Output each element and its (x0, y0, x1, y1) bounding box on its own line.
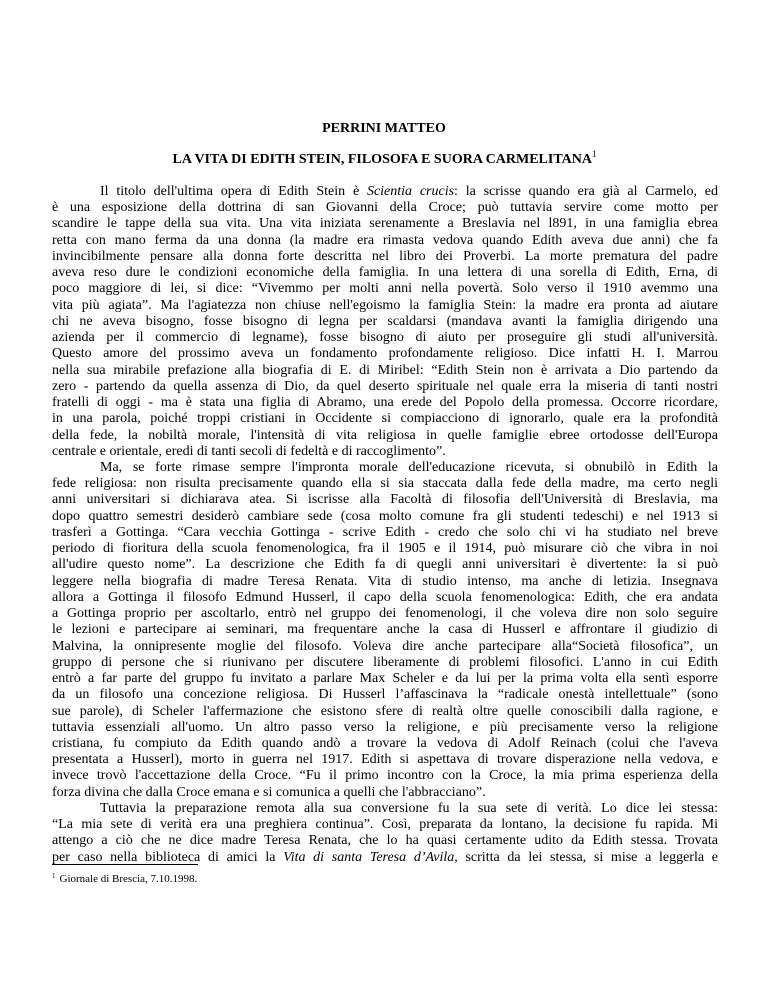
text-line: entrò a far parte del gruppo fu invitato a parlare Max Scheler e da lui per la prima volta ella sentì esporre (52, 671, 718, 687)
text-line: Ma, se forte rimase sempre l'impronta morale dell'educazione ricevuta, si obnubilò in Edith la (100, 459, 718, 475)
italic-title: Vita di santa Teresa d’Avila (283, 849, 455, 865)
text-line: azienda per il commercio di legname), fosse bisogno di aiuto per proseguire gli studi all'università. (52, 330, 718, 346)
text-line: Malvina, la onnipresente moglie del filosofo. Voleva dire anche partecipare alla“Società filosofica”, un (52, 638, 718, 654)
author-name: PERRINI MATTEO (322, 121, 446, 136)
text-line: della fede, la nobiltà morale, l'intensità di vita religiosa in quelle famiglie ebree ortodosse dell'Europa (52, 427, 718, 443)
text-line: dopo quattro semestri desiderò cambiare sede (cosa molto comune fra gli studenti tedeschi) e nel 1913 si (52, 508, 718, 524)
text-line: da un filosofo una concezione religiosa. Di Husserl l’affascinava la “radicale onestà intellettuale” (sono (52, 687, 718, 703)
text-line: gruppo di persone che si riunivano per discutere liberamente di problemi filosofici. L'anno in cui Edith (52, 654, 718, 670)
article-body (52, 184, 718, 866)
text-line: scandire le tappe della sua vita. Una vita iniziata serenamente a Breslavia nel l891, in una famiglia ebrea (52, 216, 718, 232)
text-line: nella sua mirabile prefazione alla biografia di E. di Miribel: “Edith Stein non è arrivata a Dio partendo da (52, 362, 718, 378)
text-line: invincibilmente pensare alla donna forte descritta nel libro dei Proverbi. La morte prematura del padre (52, 248, 718, 264)
footnote-separator (52, 864, 198, 865)
text-line: retta con mano ferma da una donna (la madre era rimasta vedova quando Edith aveva due anni) che fa (52, 232, 718, 248)
title-text: LA VITA DI EDITH STEIN, FILOSOFA E SUORA CARMELITANA (172, 152, 592, 167)
text-line: leggere nella biografia di madre Teresa Renata. Vita di studio intenso, ma anche di letizia. Insegnava (52, 573, 718, 589)
text-line: poco maggiore di lei, si dice: “Vivemmo per molti anni nella povertà. Solo verso il 1910 avemmo una (52, 281, 718, 297)
text-line: a Gottinga proprio per ascoltarlo, entrò nel gruppo dei fenomenologi, il che voleva dire non solo seguire (52, 606, 718, 622)
text-segment: Il titolo dell'ultima opera di Edith Stein è (100, 184, 367, 199)
footnote-text: Giornale di Brescia, 7.10.1998. (59, 873, 198, 885)
article-title (52, 149, 717, 168)
text-line: in una parola, poiché troppi cristiani in Occidente si compiacciono di ignorarlo, quale era la profondità (52, 411, 718, 427)
text-line: tuttavia essenziali all'uomo. Un altro passo verso la religione, e più precisamente verso la religione (52, 719, 718, 735)
paragraph (52, 184, 718, 460)
text-line: attengo a ciò che ne dice madre Teresa Renata, che lo ha quasi certamente udito da Edith stessa. Trovata (52, 833, 718, 849)
text-line: è una esposizione della dottrina di san Giovanni della Croce; può tuttavia servire come motto per (52, 200, 718, 216)
footnote (52, 873, 197, 885)
paragraph (52, 460, 718, 801)
text-line: aveva reso dure le condizioni economiche della famiglia. In una lettera di una sorella di Edith, Erna, di (52, 265, 718, 281)
italic-title: Scientia crucis (366, 184, 455, 199)
text-line: Tuttavia la preparazione remota alla sua conversione fu la sua sete di verità. Lo dice lei stessa: (100, 800, 718, 816)
text-line: fede religiosa: non risulta precisamente quando ella si sia staccata dalla fede della madre, ma certo negli (52, 476, 718, 492)
text-line: sue parole), di Scheler l'affermazione che esistono sfere di realtà oltre quelle conoscibili dalla ragione, e (52, 703, 718, 719)
text-line: centrale e orientale, eredi di tanti secoli di fedeltà e di raccoglimento”. (52, 443, 446, 459)
text-line: vita più agiata”. Ma l'agiatezza non chiuse nell'egoismo la famiglia Stein: la madre era pronta ad aiutare (52, 297, 718, 313)
footnote-reference[interactable]: 1 (591, 149, 597, 159)
footnote-number: 1 (52, 872, 56, 880)
text-line: all'udire questo nome”. La descrizione che Edith fa di quegli anni universitari è divertente: la si può (52, 557, 718, 573)
text-segment: per caso nella biblioteca di amici la (52, 849, 284, 865)
paragraph (52, 801, 718, 866)
text-line (52, 184, 718, 200)
text-segment: : la scrisse quando era già al Carmelo, ed (454, 184, 719, 199)
text-line: periodo di fioritura della scuola fenomenologica, fra il 1905 e il 1914, può misurare ciò che vibra in noi (52, 541, 718, 557)
text-line: le lezioni e partecipare ai seminari, ma frequentare anche la casa di Husserl e affrontare il giudizio di (52, 622, 718, 638)
text-line: presentata a Husserl), morto in guerra nel 1917. Edith si aspettava di trovare disperazione nella vedova, e (52, 752, 718, 768)
text-line: trasferì a Gottinga. “Cara vecchia Gottinga - scrive Edith - credo che solo chi vi ha studiato nel breve (52, 524, 718, 540)
text-line: “La mia sete di verità era una preghiera continua”. Così, preparata da lontano, la decisione fu rapida. Mi (52, 817, 718, 833)
text-line: anni universitari si dichiarava atea. Si iscrisse alla Facoltà di filosofia dell'Università di Breslavia, ma (52, 492, 718, 508)
text-line: zero - partendo da quella assenza di Dio, da quel deserto spirituale nel quale erra la miseria di tanti nostri (52, 378, 718, 394)
text-line: forza divina che dalla Croce emana e si comunica a quelli che l'abbracciano”. (52, 784, 486, 800)
text-line: cristiana, fu compiuto da Edith quando andò a trovare la vedova di Adolf Reinach (colui che l'aveva (52, 735, 718, 751)
text-line: fratelli di oggi - ma è stata una figlia di Abramo, una erede del Popolo della promessa. Occorre ricordare, (52, 395, 718, 411)
text-line: invece trovò l'accettazione della Croce. “Fu il primo incontro con la Croce, la mia prima esperienza della (52, 768, 718, 784)
text-line: Questo amore del prossimo aveva un fondamento profondamente religioso. Dice infatti H. I. Marrou (52, 346, 718, 362)
text-segment: , scritta da lei stessa, si mise a leggerla e (454, 849, 718, 865)
text-line: chi ne aveva bisogno, fosse bisogno di legna per scaldarsi (mandava avanti la famiglia dirigendo una (52, 313, 718, 329)
text-line: allora a Gottinga il filosofo Edmund Husserl, il capo della scuola fenomenologica: Edith, che era andata (52, 589, 718, 605)
